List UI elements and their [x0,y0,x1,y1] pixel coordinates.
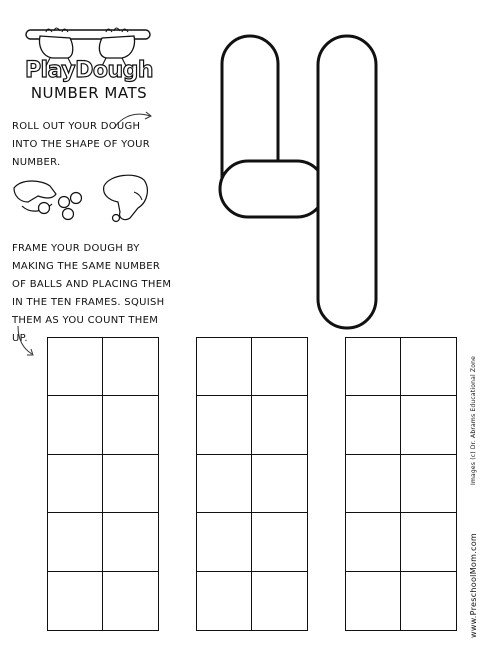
instruction-roll: ROLL OUT YOUR DOUGH INTO THE SHAPE OF YOUR NUMBER. [12,121,151,168]
hands-rolling-dough-icon [8,168,176,230]
down-arrow-icon [14,324,38,358]
numeral-four-outline [210,28,400,333]
brand-title: PlayDough [24,58,154,83]
ten-frame-1[interactable] [47,337,159,631]
image-credit-text: Images (c) Dr. Abrams Educational Zone [469,355,477,485]
ten-frame-3[interactable] [345,337,457,631]
instruction-frame: FRAME YOUR DOUGH BY MAKING THE SAME NUMBER OF BALLS AND PLACING THEM IN THE TEN FRAMES. SQUISH THEM AS YOU COUNT THEM UP. [12,243,172,344]
website-credit-text: www.PreschoolMom.com [469,532,479,638]
ten-frame-2[interactable] [196,337,308,631]
image-credit [468,340,478,500]
brand-subtitle: NUMBER MATS [30,84,148,102]
website-credit[interactable] [468,532,480,638]
